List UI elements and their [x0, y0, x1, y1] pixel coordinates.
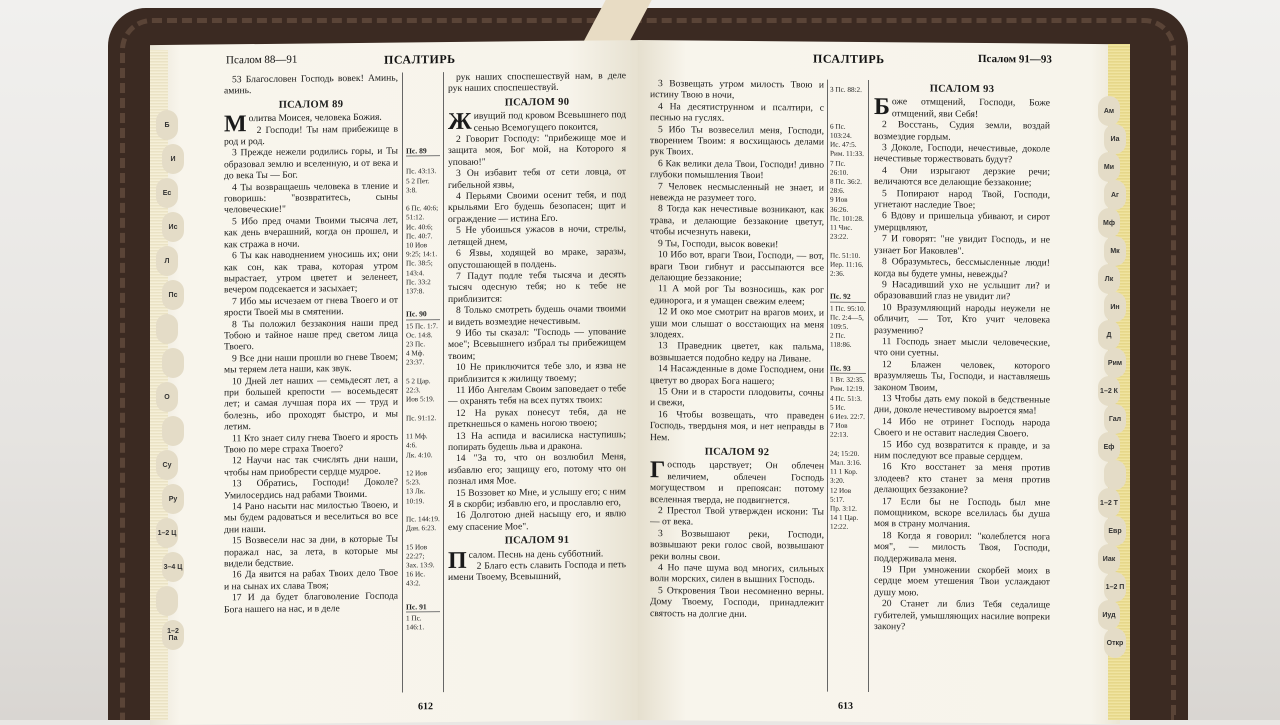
cross-reference: 12 Иов 5:23.	[406, 469, 428, 487]
thumb-index-tab[interactable]: И	[162, 144, 184, 174]
cross-reference	[830, 104, 866, 114]
verse	[874, 279, 1050, 303]
verse	[224, 431, 398, 456]
verse	[224, 73, 398, 98]
verse-text: 6 Вдову и пришельца убивают, и сирот умерщвляют,	[874, 210, 1050, 234]
left-running-title: ПСАЛТИРЬ	[384, 51, 456, 67]
right-running-ref: Псалом 91—93	[978, 52, 1052, 66]
verse-text: 11 Кто знает силу гнева Твоего и ярость Твою по мере страха Твоего?	[224, 431, 398, 456]
verse-text: 9 Насадивший ухо не услышит ли? и образовавший глаз не увидит ли?	[874, 279, 1050, 303]
verse	[448, 326, 626, 362]
thumb-index-tab[interactable]	[156, 314, 178, 344]
verse-text: 53 Благословен Господь вовек! Аминь, аминь.	[224, 72, 398, 97]
right-page	[638, 40, 1120, 724]
thumb-index-tab[interactable]: Ис	[162, 212, 184, 242]
cross-reference: 15 Пс. 1:7.	[406, 321, 438, 331]
cross-reference: 8 Пс. 36:2.	[830, 177, 862, 186]
verse	[874, 233, 1050, 257]
cross-reference: 5 Ис.	[830, 403, 846, 412]
column-rule	[827, 80, 828, 692]
cross-reference: 6 Пс. 103:24.	[830, 122, 852, 140]
thumb-index-tab[interactable]: Л	[156, 246, 178, 276]
psalm-heading: ПСАЛОМ 92	[704, 446, 770, 459]
verse-text: 11 Ибо Ангелам Своим заповедает о тебе — охранять тебя на всех путях твоих:	[448, 383, 626, 408]
verse	[448, 166, 626, 191]
left-cross-references	[406, 142, 440, 702]
verse-text: 15 Возвесели нас за дни, в которые Ты поражал нас, за лета, в которые мы видели бедствие.	[224, 533, 398, 570]
thumb-index-tab[interactable]: Иуд	[1098, 600, 1120, 630]
thumb-index-tab[interactable]: Рим	[1104, 348, 1126, 378]
verse	[650, 363, 824, 387]
cross-reference: 6 Пс. 40:6; 51:12.	[406, 204, 439, 222]
verse	[650, 585, 824, 621]
verse	[448, 189, 626, 225]
verse-text: 10 Ибо вот, враги Твои, Господи, — вот, враги Твои гибнут и рассыпаются все делающие беззаконие;	[650, 249, 824, 284]
cross-reference: Пс. 2:4—5, 109:5.	[830, 313, 864, 331]
thumb-index-tab[interactable]: Су	[156, 450, 178, 480]
verse-text: 3 Возвещать утром милость Твою и истину Твою в ночи,	[650, 78, 824, 102]
verse-text: 5 Не убоишься ужасов в ночи, стрелы, летящей днем,	[448, 223, 626, 248]
verse	[874, 564, 1050, 600]
verse	[448, 383, 626, 408]
cross-reference: 11 Чис. 23:22.	[830, 223, 853, 242]
right-cross-references	[830, 86, 866, 686]
verse	[650, 562, 824, 586]
cross-reference: 28:6.	[830, 186, 845, 196]
verse-text: 14 Насажденные в доме Господнем, они цветут во дворах Бога нашего;	[650, 363, 824, 387]
cross-reference: Рим. 11:33.	[830, 150, 864, 159]
verse	[448, 70, 626, 95]
verse	[650, 78, 824, 102]
verse	[224, 180, 398, 216]
verse	[874, 598, 1050, 634]
verse-text: 9 Ибо ты сказал: "Господь — упование мое"; Всевышнего избрал ты прибежищем твоим;	[448, 326, 626, 362]
verse	[224, 249, 398, 296]
thumb-index-tab[interactable]: 1–2 К	[1098, 376, 1120, 406]
cross-reference: Иов 5:19.	[406, 395, 435, 404]
verse-text: 13 Обратись, Господи! Доколе? Умилосердись над рабами Твоими.	[224, 476, 398, 502]
cross-reference: 23 Пс.	[406, 340, 426, 349]
cross-reference	[406, 533, 440, 543]
cross-reference: Дан. 6:23.	[406, 524, 437, 533]
cross-reference: 6 Иез. 22:7.	[830, 412, 865, 421]
verse-text: рук наших споспешествуй нам, в деле рук наших споспешествуй.	[448, 70, 626, 95]
verse	[224, 214, 398, 250]
verse-text: 4 Но паче шума вод многих, сильных волн морских, силен в вышних Господь.	[650, 562, 824, 587]
verse	[650, 158, 824, 182]
verse-text: 16 Кто восстанет за меня против злодеев? кто станет за меня против делающих беззаконие?	[874, 461, 1050, 497]
verse-text: 15 Воззовет ко Мне, и услышу его; с ним Я в скорби; избавлю его, и прославлю его,	[448, 485, 626, 511]
left-page-number: 612	[418, 701, 433, 713]
cross-reference: 14 1 Цар. 12:22.	[830, 513, 859, 532]
verse-text: ивущий под кровом Всевышнего под сенью Всемогущего покоится,	[473, 109, 626, 134]
cross-reference	[406, 423, 440, 433]
thumb-index-tab[interactable]: Пс	[162, 280, 184, 310]
verse-text: 14 Рано насыти нас милостью Твоею, и мы будем радоваться и веселиться во все дни наши.	[224, 499, 398, 536]
cross-reference	[406, 405, 440, 415]
verse-text: 17 И да будет благоволение Господа Бога нашего на нас, и в деле	[224, 590, 398, 616]
drop-cap: М	[224, 111, 247, 138]
verse	[650, 124, 824, 160]
thumb-index-tab[interactable]: Еф	[1098, 432, 1120, 462]
verse	[650, 528, 824, 564]
cross-reference: Рим. 12:19.	[830, 384, 865, 394]
verse-text: 16 Чтобы возвещать, что праведен Господь, твердыня моя, и нет неправды в Нем.	[650, 408, 824, 443]
cross-reference	[830, 440, 866, 450]
verse	[224, 477, 398, 502]
thumb-index-tab[interactable]: Ам	[1098, 96, 1120, 126]
cross-reference: 4 Пс. 51:3.	[830, 394, 862, 403]
cross-reference	[830, 95, 866, 105]
verse	[448, 559, 626, 584]
verse	[874, 336, 1050, 360]
verse	[224, 500, 398, 536]
thumb-index-tab[interactable]: Лк	[1098, 264, 1120, 294]
verse	[874, 165, 1050, 189]
verse-text: 9 Ты, Господи, высок вовеки!	[658, 237, 779, 250]
cross-reference: Пс. 93	[830, 364, 866, 375]
thumb-index-tab[interactable]: 1–2 П	[1104, 572, 1126, 602]
right-text-column-1	[650, 78, 824, 692]
verse	[448, 360, 626, 385]
verse-text: 20 Станет ли близ Тебя седалище губителей, умышляющих насилие вопреки закону?	[874, 598, 1050, 633]
verse	[874, 416, 1050, 440]
thumb-index-tab[interactable]: Иа	[1104, 124, 1126, 154]
verse	[874, 188, 1050, 212]
cross-reference: Пс. 144:19.	[406, 515, 440, 524]
cross-reference	[406, 368, 440, 378]
verse	[874, 461, 1050, 497]
column-rule	[402, 73, 403, 693]
verse-text: 14 Ибо не отринет Господь народа Своего и не оставит наследия Своего.	[874, 415, 1050, 440]
verse	[874, 439, 1050, 463]
cross-reference	[406, 296, 440, 306]
cross-reference: Пс. 43:13.	[406, 167, 437, 176]
verse-text: 2 Восстань, Судия земли, воздай возмездие гордым.	[874, 119, 1050, 143]
verse-text: 5 Ибо Ты возвеселил меня, Господи, творением Твоим: я восхищаюсь делами рук Твоих.	[650, 123, 824, 158]
cross-reference: 5 2 Пет. 3:8.	[406, 176, 430, 195]
cross-reference: Ис. 47:5.	[830, 140, 857, 150]
verse-text: 7 Ибо мы исчезаем от гнева Твоего и от ярости Твоей мы в смятении.	[224, 294, 398, 319]
cross-reference: 1 Вт. 32:35.	[830, 375, 865, 385]
cross-reference: Пс. 40:7.	[406, 232, 433, 241]
thumb-index-tab[interactable]: Ин	[1104, 292, 1126, 322]
verse-text: 8 Ты положил беззакония наши пред Тобою и тайное наше пред светом лица Твоего.	[224, 317, 398, 353]
cross-reference: 2:36.	[830, 269, 845, 278]
thumb-index-tab[interactable]	[1104, 460, 1126, 490]
thumb-index-tab[interactable]: 1–2 Ц	[156, 518, 178, 548]
verse-text: 12 Научи нас так счислять дни наши, чтобы нам приобрести сердце мудрое.	[224, 453, 398, 479]
verse-text: 10 Вразумляющий народы неужели не обличит, — Тот, Кто учит человека разумению?	[874, 301, 1050, 337]
cross-reference: Ис. 40:6;	[406, 222, 433, 232]
verse-text: 8 Только смотреть будешь очами твоими и видеть возмездие нечестивым.	[448, 303, 626, 328]
verse-text: 13 Чтобы дать ему покой в бедственные дни, доколе нечестивому выроется яма!	[874, 393, 1050, 417]
thumb-index-tab[interactable]	[162, 348, 184, 378]
verse	[448, 429, 626, 454]
verse-text: 12 Блажен человек, которого вразумляешь Ты, Господи, и наставляешь законом Твоим,	[874, 358, 1050, 394]
verse-text: 3 Прежде нежели родились горы, и Ты образовал землю и вселенную, и от века и до века Ты — Бог.	[224, 145, 398, 182]
drop-cap: П	[448, 547, 467, 574]
verse	[224, 454, 398, 479]
psalm-heading: ПСАЛОМ 93	[929, 83, 995, 96]
thumb-index-tab[interactable]: 1–2 Т	[1098, 488, 1120, 518]
left-text-column-2	[448, 70, 626, 692]
cross-reference: Пс. 51:10.	[830, 251, 861, 260]
thumb-index-tab[interactable]: Ес	[156, 178, 178, 208]
verse	[448, 132, 626, 168]
thumb-index-tab[interactable]: Аг	[1104, 180, 1126, 210]
right-text-column-2	[874, 80, 1050, 694]
verse	[448, 303, 626, 328]
verse	[650, 340, 824, 364]
verse-text: 15 Они и в старости плодовиты, сочны и свежи,	[650, 386, 824, 409]
cross-reference: 5 2 Цар. 22:3.	[406, 377, 431, 395]
verse-text: оже отмщений, Господи, Боже отмщений, яви Себя!	[891, 96, 1050, 120]
psalm-heading: ПСАЛОМ 90	[504, 96, 570, 109]
verse-text: олитва Моисея, человека Божия.	[248, 111, 382, 125]
verse-text: 11 Господь знает мысли человеческие, что они суетны.	[874, 336, 1050, 359]
verse-text: 12 И око мое смотрит на врагов моих, и уши мои слышат о восстающих на меня злодеях.	[650, 306, 824, 341]
verse-text: 10 Дней лет наших — семьдесят лет, а при большей крепости — восемьдесят лет; и самая лучшая пора их — труд и болезнь, ибо проходят быстро, и мы летим.	[224, 374, 398, 433]
verse	[448, 486, 626, 511]
verse	[224, 374, 398, 433]
cross-reference: 13 Лк. 10:19.	[406, 487, 426, 505]
verse	[224, 294, 398, 319]
verse-text: 4 Они изрыгают дерзкие речи; величаются все делающие беззаконие;	[874, 164, 1050, 189]
verse	[874, 393, 1050, 417]
cross-reference: 10 Иов 9:25; 14:1.	[406, 241, 438, 259]
thumb-index-tab[interactable]	[156, 586, 178, 616]
thumb-index-tab[interactable]: Ру	[162, 484, 184, 514]
cross-reference: 137:8.	[406, 287, 425, 296]
verse-text: 4 Перьями Своими осенит тебя, и под крыльями Его будешь безопасен; щит и ограждение — истина Его.	[448, 189, 626, 225]
verse	[650, 505, 824, 529]
verse-text: 19 При умножении скорбей моих в сердце моем утешения Твои услаждают душу мою.	[874, 564, 1050, 599]
cross-reference: 15 Иов 22:27;	[406, 542, 428, 561]
verse-text: 3 Он избавит тебя от сети ловца, от гибельной язвы,	[448, 166, 626, 191]
verse-text: 5 Попирают народ Твой, Господи, угнетают наследие Твое;	[874, 187, 1050, 212]
cross-reference	[406, 195, 440, 205]
cross-reference: 11 1 Кор. 3:20.	[830, 467, 858, 486]
verse-text: 6 Ты как наводнением уносишь их; они как сон, как трава, которая утром вырастает, утром цветет и зеленеет, вечером подсекается и засыхает;	[224, 248, 398, 296]
drop-cap: Ж	[448, 109, 472, 136]
cross-reference: Пс. 91	[406, 602, 440, 613]
verse-text: 7 Падут подле тебя тысяча и десять тысяч одесную тебя; но к тебе не приблизится:	[448, 269, 626, 305]
verse	[874, 142, 1050, 166]
verse	[448, 223, 626, 248]
thumb-index-tab[interactable]: Б	[156, 110, 178, 140]
verse	[650, 181, 824, 205]
cross-reference: Мал. 3:16.	[830, 458, 862, 467]
cross-reference: 24; 15:20.	[830, 449, 860, 458]
thumb-index-tab[interactable]: О	[156, 382, 178, 412]
cross-reference	[830, 279, 866, 289]
verse-text: 2 Говорит Господу: "прибежище мое и защита моя, Бог мой, на Которого я уповаю!"	[448, 132, 626, 168]
verse-text: 3 Доколе, Господи, нечестивые, доколе нечестивые торжествовать будут?	[874, 142, 1050, 166]
right-page-number: 613	[838, 700, 853, 712]
verse	[224, 123, 398, 148]
verse-text: осподь царствует; Он облечен величием, облечен Господь могуществом и препоясан: потому вселенная тверда, не подвигнется.	[650, 459, 824, 506]
cross-reference: 4 Мф. 23:37.	[406, 349, 425, 367]
verse-text: 16 Да явится на рабах Твоих дело Твое и на сынах их слава Твоя;	[224, 568, 398, 593]
verse	[874, 256, 1050, 280]
cross-reference: 12 Иов 5:17.	[830, 486, 852, 504]
cross-reference	[406, 506, 440, 516]
cross-reference: Пс. 92	[830, 292, 866, 303]
left-page	[150, 40, 642, 725]
thumb-index-tab[interactable]: 1–2 Па	[162, 620, 184, 650]
verse-text: 7 Человек несмысленный не знает, и невежда не разумеет того.	[650, 180, 824, 205]
verse	[224, 534, 398, 570]
cross-reference	[406, 158, 440, 168]
verse-text: 14 "За то, что он возлюбил Меня, избавлю его; защищу его, потому что он познал имя Мое.	[448, 451, 626, 488]
thumb-index-tab[interactable]: Д	[1098, 320, 1120, 350]
verse-text: 4 На десятиструнном и псалтири, с песнью на гуслях.	[650, 100, 824, 124]
cross-reference: Пр. 3:12.	[830, 504, 857, 513]
cross-reference: 2 Пс. 118:86.	[830, 331, 852, 350]
cross-reference: Пс. 101:28.	[830, 214, 864, 223]
verse-text: 5 Откровения Твои несомненно верны. Дому Твоему, Господи, принадлежит святость на долгие дни.	[650, 585, 824, 620]
cross-reference: Пс. 91:12.	[406, 413, 437, 423]
verse	[874, 119, 1050, 143]
cross-reference: 1 Пс. 95:10.	[830, 304, 866, 313]
cross-reference: 16 Ис. 43:2.	[406, 570, 426, 588]
thumb-index-tab[interactable]: Евр	[1104, 516, 1126, 546]
verse-text: 18 Когда я говорил: "колеблется нога моя", — милость Твоя, Господи, поддерживала меня.	[874, 529, 1050, 565]
cross-reference: 1 Пс. 146:1.	[406, 614, 425, 632]
cross-reference	[406, 460, 440, 470]
verse	[448, 246, 626, 271]
cross-reference: Иер. 11:16.	[830, 260, 864, 269]
cross-reference: Пс. 89	[406, 146, 440, 157]
right-running-title: ПСАЛТИРЬ	[813, 51, 885, 67]
verse-text: 5 Ибо пред очами Твоими тысяча лет, как день вчерашний, когда он прошел, и как стража в ночи.	[224, 214, 398, 251]
verse	[650, 386, 824, 410]
verse-text: 8 Образумьтесь, бессмысленные люди! когда вы будете умны, невежды?	[874, 256, 1050, 280]
verse	[874, 496, 1050, 532]
drop-cap: Г	[650, 457, 666, 484]
verse-text: 13 Праведник цветет, как пальма, возвышается подобно кедру на Ливане.	[650, 340, 824, 365]
verse	[448, 406, 626, 431]
verse	[224, 317, 398, 353]
verse	[224, 568, 398, 593]
verse-text: салом. Песнь на день субботний.	[468, 548, 604, 561]
cross-reference	[830, 350, 866, 360]
verse-text: 2 Благо есть славить Господа и петь имени Твоему, Всевышний,	[448, 559, 626, 584]
verse-text: 9 Все дни наши прошли во гневе Твоем; мы теряем лета наши, как звук.	[224, 351, 398, 376]
verse-text: 2 Престол Твой утвержден искони: Ты — от века.	[650, 505, 824, 528]
verse	[874, 302, 1050, 338]
thumb-index-tab[interactable]: Мф	[1098, 208, 1120, 238]
verse-text: 16 Долготою дней насыщу его, и явлю ему спасение Мое".	[448, 508, 626, 533]
verse	[650, 457, 824, 507]
cross-reference: Ос. 14:8.	[406, 331, 433, 340]
verse	[874, 211, 1050, 235]
verse-text: 2 Господи! Ты нам прибежище в род и род.	[224, 123, 398, 148]
verse-text: 17 Если бы не Господь был мне помощником, вскоре вселилась бы душа моя в страну молчания.	[874, 495, 1050, 531]
cross-reference: 7 Иов 22:13.	[830, 421, 849, 440]
cross-reference	[830, 113, 866, 123]
cross-reference: 9 Иов 36:26.	[830, 196, 849, 214]
column-rule	[868, 80, 869, 692]
thumb-index-tab[interactable]: Мк	[1104, 236, 1126, 266]
thumb-index-tab[interactable]: Откр	[1104, 628, 1126, 658]
verse-text: 13 На аспида и василиска наступишь; попирать будешь льва и дракона.	[448, 428, 626, 454]
thumb-index-tab[interactable]: Ми	[1098, 152, 1120, 182]
verse	[650, 204, 824, 240]
verse-text: 11 А мой рог Ты возносишь, как рог единорога, и я умащен свежим елеем;	[650, 283, 824, 308]
left-text-column-1	[224, 73, 398, 695]
cross-reference: Пс. 33:2	[406, 278, 431, 287]
verse	[224, 146, 398, 182]
cross-reference: Пс. 90	[406, 310, 440, 321]
psalm-heading: ПСАЛОМ 89	[278, 98, 344, 111]
verse	[650, 249, 824, 285]
verse-text: 12 На руках понесут тебя, да не преткнешься о камень ногою твоею;	[448, 405, 626, 431]
verse	[650, 101, 824, 125]
cross-reference: 7 Пс.	[830, 159, 846, 168]
verse-text: 7 И говорят: "не увидит Господь, и не узнает Бог Иаковлев".	[874, 233, 1050, 257]
cross-reference	[406, 589, 440, 599]
verse-text: 4 Ты возвращаешь человека в тление и говоришь: "возвратитесь, сыны человеческие!"	[224, 180, 398, 216]
thumb-index-tab[interactable]: 3–4 Ц	[162, 552, 184, 582]
column-rule	[443, 72, 444, 692]
left-running-ref: Псалом 88—91	[226, 53, 298, 67]
thumb-index-tab[interactable]: Гал	[1104, 404, 1126, 434]
verse	[448, 509, 626, 534]
verse	[874, 530, 1050, 566]
cross-reference: 3 Пс. 88:2.	[830, 85, 862, 94]
verse	[650, 409, 824, 445]
drop-cap: Б	[874, 94, 890, 121]
verse	[224, 351, 398, 376]
cross-reference	[830, 242, 866, 252]
cross-reference: Зах. 13:9.	[406, 561, 435, 570]
verse-text: 3 Возвышают реки, Господи, возвышают реки голос свой, возвышают реки волны свои.	[650, 528, 824, 563]
cross-reference: Пс. 38:5; 143:4.	[406, 259, 433, 278]
verse	[650, 283, 824, 307]
verse-text: 10 Не приключится тебе зло, и язва не приблизится к жилищу твоему;	[448, 360, 626, 385]
thumb-index-tab[interactable]	[162, 416, 184, 446]
verse-text: 6 Язвы, ходящей во мраке, заразы, опустошающей в полдень.	[448, 246, 626, 271]
verse	[448, 109, 626, 134]
verse	[650, 306, 824, 342]
cross-reference: 11 Мф. 4:6.	[406, 432, 428, 450]
verse	[874, 359, 1050, 395]
cross-reference: Лк. 4:10.	[406, 450, 433, 459]
cross-reference: 26:10.	[830, 168, 849, 177]
verse-text: 6 Как велики дела Твои, Господи! дивно глубоки помышления Твои!	[650, 158, 824, 182]
verse-text: 8 Тогда как нечестивые возникают, как трава, и делающие беззаконие цветут, чтобы исчезнуть навеки,	[650, 203, 824, 239]
verse	[448, 269, 626, 305]
verse	[874, 96, 1050, 120]
verse-text: 15 Ибо суд возвратится к правде, и за ним последуют все правые сердцем.	[874, 438, 1050, 463]
verse	[448, 452, 626, 488]
verse	[224, 591, 398, 616]
thumb-index-tab[interactable]: Иак	[1098, 544, 1120, 574]
psalm-heading: ПСАЛОМ 91	[504, 535, 570, 547]
